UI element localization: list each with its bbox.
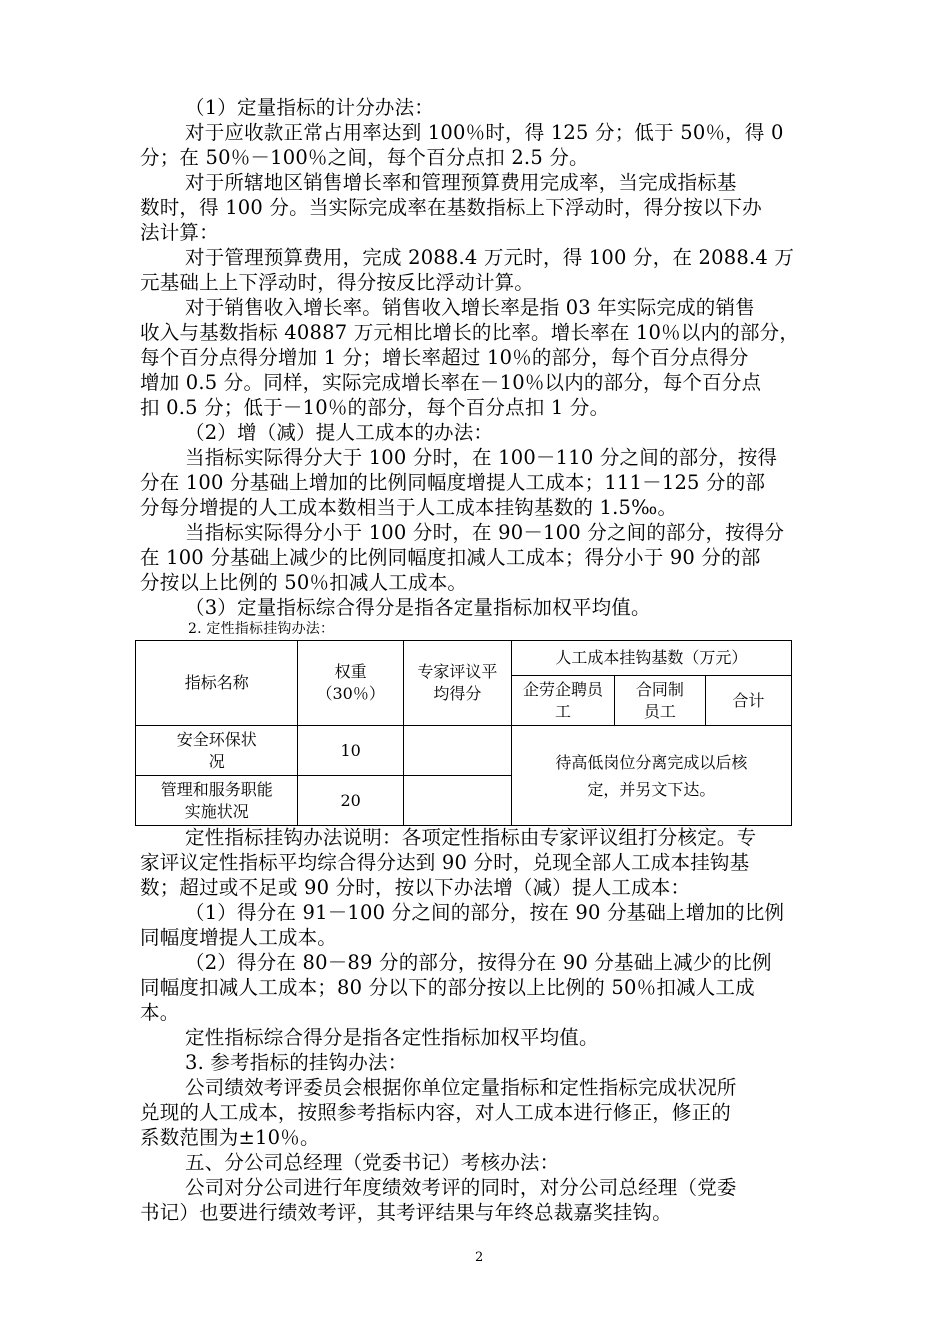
text-line: 对于应收款正常占用率达到 100％时，得 125 分；低于 50％，得 0 (185, 121, 784, 144)
merged-note: 待高低岗位分离完成以后核定，并另文下达。 (511, 726, 791, 826)
row-weight: 10 (298, 726, 403, 776)
header-expert-score: 专家评议平均得分 (403, 641, 511, 726)
header-weight: 权重（30％） (298, 641, 403, 726)
header-total: 合计 (705, 676, 791, 726)
text-line: 对于管理预算费用，完成 2088.4 万元时，得 100 分，在 2088.4 万 (185, 246, 795, 269)
text-line: 公司对分公司进行年度绩效考评的同时，对分公司总经理（党委 (185, 1176, 737, 1199)
row-weight: 20 (298, 776, 403, 826)
row-expert-score (403, 726, 511, 776)
text-line: 兑现的人工成本，按照参考指标内容，对人工成本进行修正，修正的 (140, 1101, 732, 1124)
text-line: 书记）也要进行绩效考评，其考评结果与年终总裁嘉奖挂钩。 (140, 1201, 672, 1224)
text-line: （2）得分在 80－89 分的部分，按得分在 90 分基础上减少的比例 (185, 951, 772, 974)
row-indicator-name: 管理和服务职能实施状况 (136, 776, 298, 826)
qualitative-indicator-table (135, 640, 792, 826)
text-line: 扣 0.5 分；低于－10％的部分，每个百分点扣 1 分。 (140, 396, 610, 419)
header-labor-cost-base: 人工成本挂钩基数（万元） (511, 641, 791, 676)
text-line: （1）得分在 91－100 分之间的部分，按在 90 分基础上增加的比例 (185, 901, 785, 924)
header-regular-staff: 企劳企聘员工 (511, 676, 614, 726)
page-number: 2 (475, 1250, 484, 1265)
text-line: 增加 0.5 分。同样，实际完成增长率在－10％以内的部分，每个百分点 (140, 371, 762, 394)
text-line: 分在 100 分基础上增加的比例同幅度增提人工成本；111－125 分的部 (140, 471, 766, 494)
text-line: （3）定量指标综合得分是指各定量指标加权平均值。 (185, 596, 651, 619)
header-indicator-name: 指标名称 (136, 641, 298, 726)
text-line: 对于所辖地区销售增长率和管理预算费用完成率，当完成指标基 (185, 171, 737, 194)
text-line: 收入与基数指标 40887 万元相比增长的比率。增长率在 10％以内的部分， (140, 321, 800, 344)
row-indicator-name: 安全环保状 况 (136, 726, 298, 776)
text-line: 当指标实际得分大于 100 分时，在 100－110 分之间的部分，按得 (185, 446, 778, 469)
text-line: 当指标实际得分小于 100 分时，在 90－100 分之间的部分，按得分 (185, 521, 785, 544)
table-row (136, 726, 792, 776)
text-line: 系数范围为±10％。 (140, 1126, 320, 1149)
text-line: （2）增（减）提人工成本的办法： (185, 421, 494, 444)
text-line: 家评议定性指标平均综合得分达到 90 分时，兑现全部人工成本挂钩基 (140, 851, 750, 874)
text-line: 定性指标挂钩办法说明：各项定性指标由专家评议组打分核定。专 (185, 826, 757, 849)
text-line: 在 100 分基础上减少的比例同幅度扣减人工成本；得分小于 90 分的部 (140, 546, 761, 569)
text-line: 对于销售收入增长率。销售收入增长率是指 03 年实际完成的销售 (185, 296, 755, 319)
text-line: 公司绩效考评委员会根据你单位定量指标和定性指标完成状况所 (185, 1076, 737, 1099)
text-line: 同幅度增提人工成本。 (140, 926, 338, 949)
text-line: 同幅度扣减人工成本；80 分以下的部分按以上比例的 50％扣减人工成 (140, 976, 755, 999)
text-line: 数；超过或不足或 90 分时，按以下办法增（减）提人工成本： (140, 876, 691, 899)
text-line: 五、分公司总经理（党委书记）考核办法： (185, 1151, 560, 1174)
header-contract-staff: 合同制员工 (615, 676, 706, 726)
text-line: 分每分增提的人工成本数相当于人工成本挂钩基数的 1.5‰。 (140, 496, 678, 519)
text-line: 元基础上上下浮动时，得分按反比浮动计算。 (140, 271, 535, 294)
text-line: （1）定量指标的计分办法： (185, 96, 435, 119)
table-caption: 2. 定性指标挂钩办法： (188, 621, 335, 637)
text-line: 分；在 50％－100％之间，每个百分点扣 2.5 分。 (140, 146, 589, 169)
text-line: 法计算： (140, 221, 219, 244)
text-line: 本。 (140, 1001, 180, 1024)
text-line: 分按以上比例的 50％扣减人工成本。 (140, 571, 468, 594)
text-line: 3. 参考指标的挂钩办法： (185, 1051, 408, 1074)
text-line: 数时，得 100 分。当实际完成率在基数指标上下浮动时，得分按以下办 (140, 196, 762, 219)
text-line: 每个百分点得分增加 1 分；增长率超过 10％的部分，每个百分点得分 (140, 346, 749, 369)
row-expert-score (403, 776, 511, 826)
text-line: 定性指标综合得分是指各定性指标加权平均值。 (185, 1026, 599, 1049)
